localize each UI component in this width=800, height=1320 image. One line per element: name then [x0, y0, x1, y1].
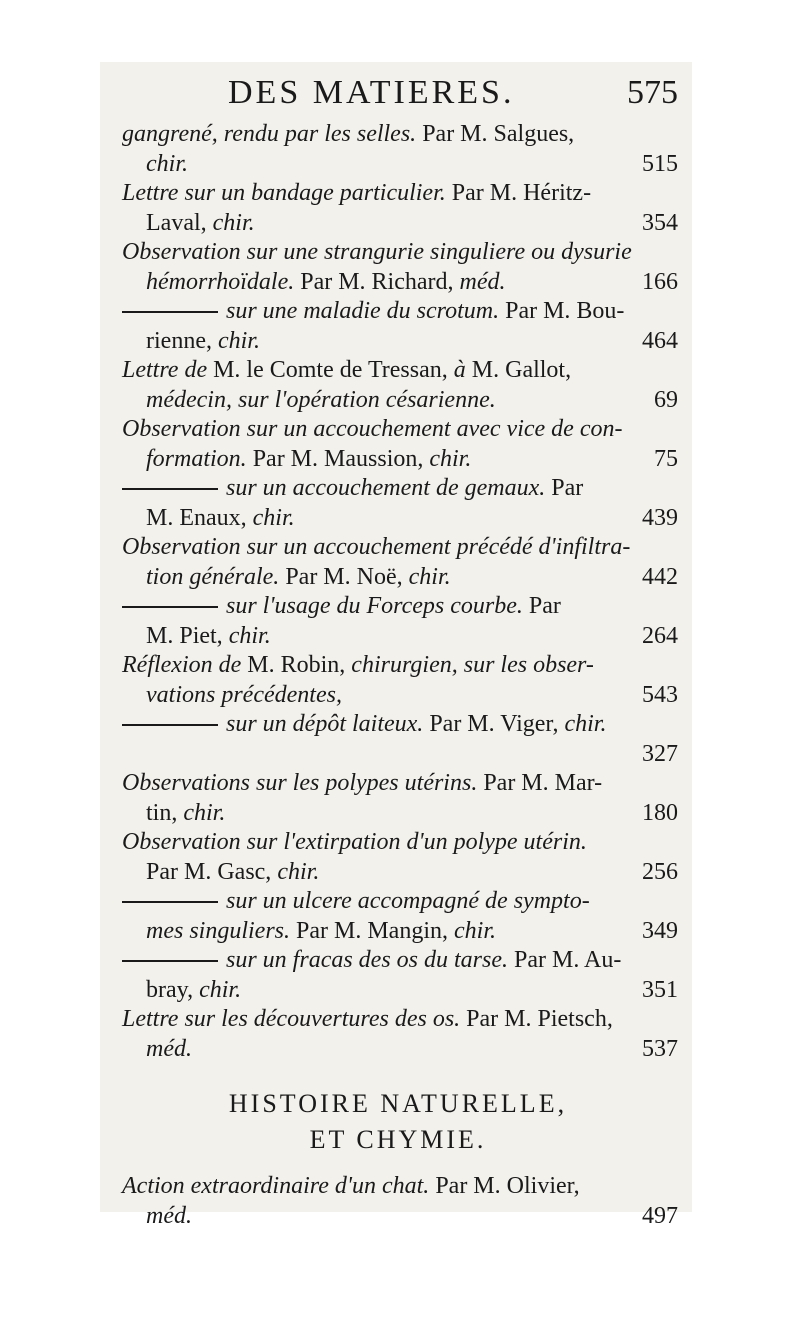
entry-text: Par	[551, 475, 584, 501]
entry-page-number: 497	[642, 1202, 678, 1229]
entry-page-number: 327	[642, 740, 678, 767]
entry-text: M. Enaux,	[146, 504, 253, 531]
entry-text: Par M. Mar-	[483, 770, 603, 796]
entry-page-number: 351	[642, 976, 678, 1003]
index-line	[118, 1005, 678, 1035]
entry-text: chir.	[199, 976, 242, 1003]
index-line	[118, 946, 678, 976]
page-header	[118, 72, 678, 118]
entry-page-number: 515	[642, 150, 678, 177]
entry-text: rienne,	[146, 327, 218, 354]
entry-text: tion générale.	[146, 563, 286, 590]
index-line	[118, 710, 678, 740]
entry-text: Par M. Maussion,	[252, 445, 430, 472]
entry-text: Par M. Olivier,	[435, 1173, 580, 1199]
index-line	[118, 1172, 678, 1202]
ditto-dash	[122, 606, 218, 608]
entry-text: chir.	[217, 327, 260, 354]
entry-page-number: 349	[642, 917, 678, 944]
index-line	[118, 1202, 678, 1232]
page-title: DES MATIERES.	[228, 74, 515, 111]
entry-text: chir.	[228, 622, 271, 649]
entry-text: sur une maladie du scrotum.	[226, 298, 506, 324]
index-line	[118, 1035, 678, 1065]
index-line	[118, 150, 678, 180]
entry-text: chir.	[454, 917, 496, 944]
ditto-dash	[122, 488, 218, 490]
ditto-dash	[122, 960, 218, 962]
entry-text: hémorrhoïdale.	[146, 268, 301, 295]
entry-text: sur un ulcere accompagné de sympto-	[226, 888, 590, 914]
index-line	[118, 504, 678, 534]
entry-text: bray,	[146, 976, 200, 1003]
entry-page-number: 264	[642, 622, 678, 649]
ditto-dash	[122, 901, 218, 903]
entry-text: gangrené, rendu par les selles.	[122, 121, 423, 147]
index-line	[118, 769, 678, 799]
entry-text: sur l'usage du Forceps courbe.	[226, 593, 529, 619]
entry-text: Lettre de	[122, 357, 214, 383]
entry-page-number: 464	[642, 327, 678, 354]
entry-text: chir.	[429, 445, 472, 472]
entry-text: méd.	[146, 1202, 192, 1229]
index-line	[118, 415, 678, 445]
index-line	[118, 976, 678, 1006]
entry-text: chir.	[146, 150, 188, 177]
entry-text: médecin, sur l'opération césarienne.	[146, 386, 496, 413]
entry-page-number: 69	[654, 386, 678, 413]
entry-text: M. Piet,	[146, 622, 229, 649]
entry-text: Par M. Noë,	[285, 563, 409, 590]
entry-text: sur un dépôt laiteux.	[226, 711, 430, 737]
index-line	[118, 651, 678, 681]
page-number: 575	[627, 74, 678, 111]
entry-page-number: 543	[642, 681, 678, 708]
index-line	[118, 386, 678, 416]
ditto-dash	[122, 724, 218, 726]
entry-text: méd.	[146, 1035, 192, 1062]
index-line	[118, 858, 678, 888]
index-line	[118, 179, 678, 209]
index-line	[118, 327, 678, 357]
index-line	[118, 268, 678, 298]
index-line	[118, 209, 678, 239]
index-line	[118, 681, 678, 711]
entry-text: Observations sur les polypes utérins.	[122, 770, 484, 796]
entry-text: Action extraordinaire d'un chat.	[122, 1173, 436, 1199]
entry-page-number: 537	[642, 1035, 678, 1062]
index-line	[118, 533, 678, 563]
index-line	[118, 474, 678, 504]
entry-text: tin,	[146, 799, 184, 826]
index-line	[118, 828, 678, 858]
entry-text: à	[453, 357, 472, 383]
ditto-dash	[122, 311, 218, 313]
entry-text: Par	[528, 593, 561, 619]
entry-text: chir.	[408, 563, 451, 590]
entry-text: Lettre sur les découvertures des os.	[122, 1006, 467, 1032]
entry-text: M. Robin,	[247, 652, 352, 678]
entry-text: Par M. Au-	[514, 947, 622, 973]
index-line	[118, 799, 678, 829]
entry-text: chir.	[212, 209, 255, 236]
entry-page-number: 439	[642, 504, 678, 531]
entry-text: vations précédentes,	[146, 681, 342, 708]
entry-text: Réflexion de	[122, 652, 248, 678]
section-heading	[118, 1086, 678, 1158]
entry-text: Observation sur une strangurie singuliere ou dysurie	[122, 239, 632, 265]
entry-page-number: 256	[642, 858, 678, 885]
entry-text: chir.	[252, 504, 295, 531]
index-line	[118, 297, 678, 327]
index-line	[118, 740, 678, 770]
entry-text: Observation sur l'extirpation d'un polype utérin.	[122, 829, 587, 855]
entry-text: Par M. Richard,	[300, 268, 460, 295]
index-line	[118, 238, 678, 268]
entry-text: méd.	[459, 268, 506, 295]
entry-text: M. Gallot,	[471, 357, 572, 383]
section-entries	[118, 1172, 678, 1231]
entry-text: Par M. Gasc,	[146, 858, 278, 885]
index-line	[118, 622, 678, 652]
entry-text: mes singuliers.	[146, 917, 296, 944]
section-heading-line-2: ET CHYMIE.	[309, 1125, 487, 1154]
index-line	[118, 917, 678, 947]
entry-text: Observation sur un accouchement avec vice de con-	[122, 416, 623, 442]
entry-page-number: 354	[642, 209, 678, 236]
index-line	[118, 563, 678, 593]
entry-text: chir.	[183, 799, 226, 826]
index-page	[118, 72, 678, 1231]
entry-page-number: 75	[654, 445, 678, 472]
entry-page-number: 166	[642, 268, 678, 295]
entry-text: Par M. Viger,	[429, 711, 565, 737]
entry-text: chir.	[277, 858, 320, 885]
entry-text: Par M. Salgues,	[422, 121, 575, 147]
spacer	[118, 1158, 678, 1172]
entry-page-number: 442	[642, 563, 678, 590]
index-entries	[118, 120, 678, 1064]
entry-text: Par M. Bou-	[505, 298, 625, 324]
entry-text: sur un accouchement de gemaux.	[226, 475, 552, 501]
index-line	[118, 356, 678, 386]
index-line	[118, 445, 678, 475]
entry-text: sur un fracas des os du tarse.	[226, 947, 515, 973]
entry-text: formation.	[146, 445, 253, 472]
index-line	[118, 592, 678, 622]
entry-text: Par M. Mangin,	[296, 917, 454, 944]
section-heading-line-1: HISTOIRE NATURELLE,	[228, 1089, 568, 1118]
entry-text: chirurgien, sur les obser-	[351, 652, 594, 678]
entry-text: Laval,	[146, 209, 213, 236]
index-line	[118, 887, 678, 917]
entry-text: M. le Comte de Tressan,	[213, 357, 454, 383]
entry-text: Par M. Pietsch,	[466, 1006, 613, 1032]
entry-text: chir.	[564, 711, 607, 737]
entry-page-number: 180	[642, 799, 678, 826]
index-line	[118, 120, 678, 150]
entry-text: Lettre sur un bandage particulier.	[122, 180, 452, 206]
entry-text: Par M. Héritz-	[451, 180, 592, 206]
entry-text: Observation sur un accouchement précédé d'infiltra-	[122, 534, 631, 560]
